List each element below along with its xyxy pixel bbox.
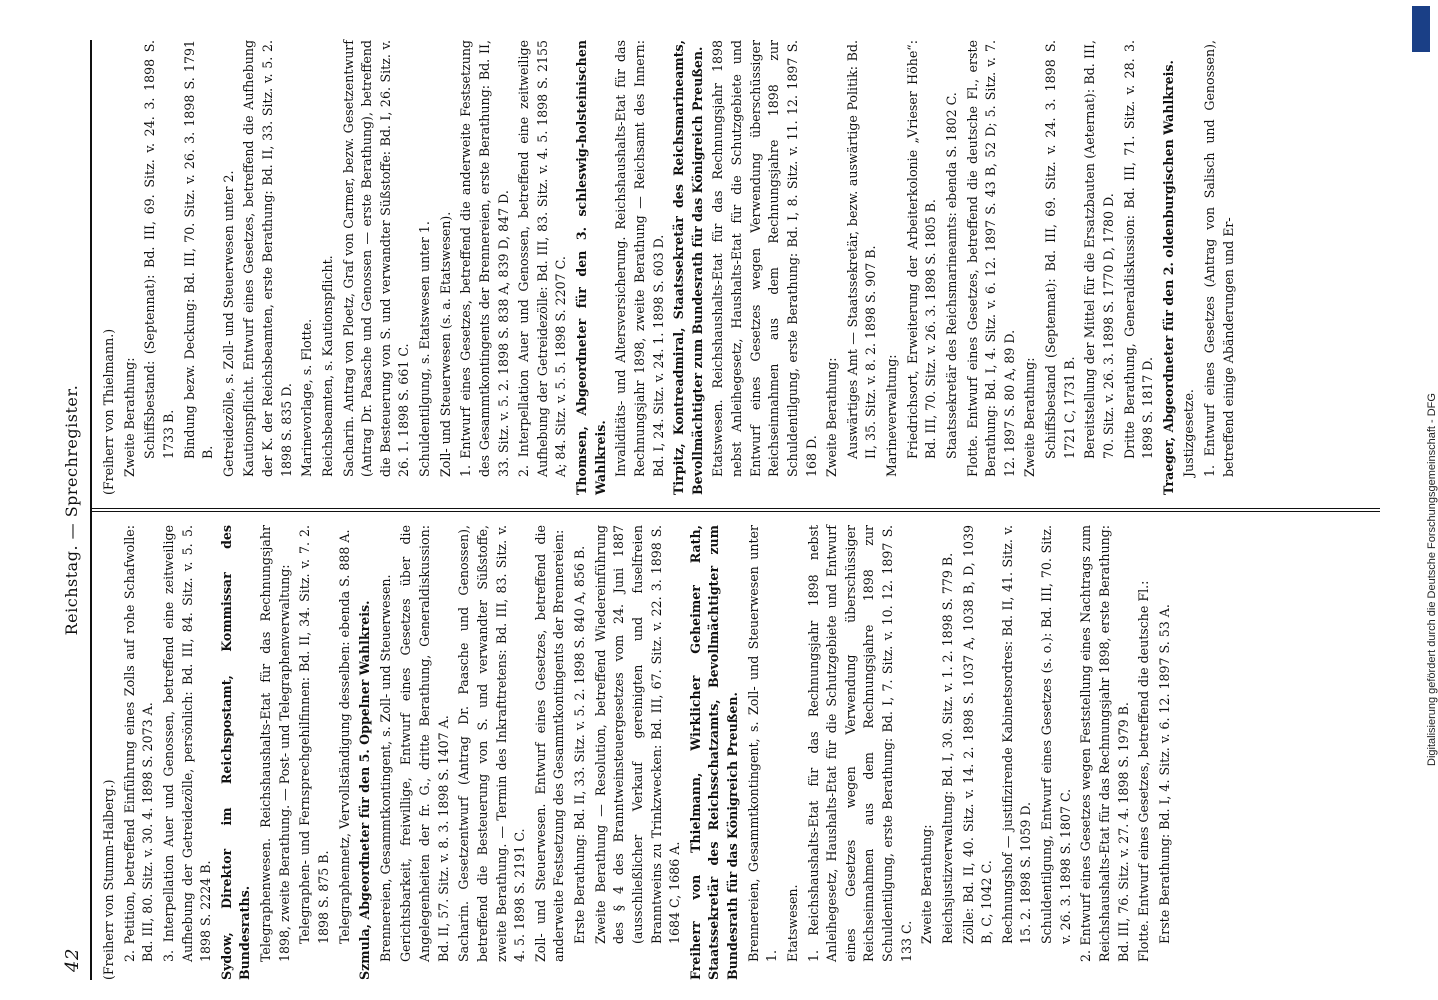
register-entry: Schiffsbestand: (Septennat): Bd. III, 69. Sitz. v. 24. 3. 1898 S. 1733 B. xyxy=(142,40,176,459)
register-entry: Dritte Berathung, Generaldiskussion: Bd. III, 71. Sitz. v. 28. 3. 1898 S. 1817 D. xyxy=(1121,40,1156,459)
register-entry: Marineverwaltung: xyxy=(884,354,899,477)
register-entry: Zweite Berathung: xyxy=(824,357,840,477)
register-entry: Kautionspflicht. Entwurf eines Gesetzes, betreffend die Aufhebung der K. der Reichsbeamten, erste Berathung: Bd. II, 33. Sitz. v. 5. 2. 1898 S. 835 D. xyxy=(241,40,294,477)
left-column xyxy=(100,525,1176,980)
register-entry: Telegraphen- und Fernsprechgehilfinnen: Bd. II, 34. Sitz. v. 7. 2. 1898 S. 875 B. xyxy=(297,525,331,944)
register-entry: Telegraphennetz, Vervollständigung desselben: ebenda S. 888 A. xyxy=(336,529,352,944)
register-entry: Auswärtiges Amt — Staatssekretär, bezw. auswärtige Politik: Bd. II, 35. Sitz. v. 8. 2. 1898 S. 907 B. xyxy=(844,40,879,459)
register-entry: Freiherr von Thielmann, Wirklicher Geheimer Rath, Staatssekretär des Reichsschatzamts, Bevollmächtigter zum Bundesrath für das Königreich Preußen. xyxy=(687,525,740,980)
register-entry: Zweite Berathung: xyxy=(919,824,935,944)
register-entry: Schuldentilgung, Entwurf eines Gesetzes (s. o.): Bd. III, 70. Sitz. v. 26. 3. 1898 S. 1807 C. xyxy=(1039,525,1073,944)
register-entry: Etatswesen. Reichshaushalts-Etat für das Rechnungsjahr 1898 nebst Anleihegesetz, Haushalts-Etat für die Schutzgebiete und Entwurf eines Gesetzes wegen Verwendung überschüssiger Reichseinnahmen aus dem Rechnungsjahre 1898 zur Schuldentilgung, erste Berathung: Bd. I, 8. Sitz. v. 11. 12. 1897 S. 168 D. xyxy=(710,40,819,477)
register-entry: Getreidezölle, s. Zoll- und Steuerwesen unter 2. xyxy=(220,170,236,477)
register-entry: Szmula, Abgeordneter für den 5. Oppelner Wahlkreis. xyxy=(357,600,373,980)
register-entry: 3. Interpellation Auer und Genossen, betreffend eine zeitweilige Aufhebung der Getreidezölle, persönlich: Bd. III, 84. Sitz. v. 5. 5. 1898 S. 2224 B. xyxy=(160,525,214,962)
register-entry: (Freiherr von Stumm-Halberg.) xyxy=(101,779,116,980)
register-entry: Justizgesetze. xyxy=(1181,389,1197,477)
register-entry: Schuldentilgung, s. Etatswesen unter 1. xyxy=(417,221,432,477)
register-entry: Sydow, Direktor im Reichspostamt, Kommissar des Bundesraths. xyxy=(218,525,253,980)
watermark-text: Digitalisierung gefördert durch die Deutsche Forschungsgemeinschaft - DFG xyxy=(1426,393,1438,766)
register-entry: Tirpitz, Kontreadmiral, Staatssekretär des Reichsmarineamts, Bevollmächtigter zum Bundesrath für das Königreich Preußen. xyxy=(671,40,705,495)
register-entry: Erste Berathung: Bd. I, 4. Sitz. v. 6. 12. 1897 S. 53 A. xyxy=(1156,604,1172,944)
register-entry: Brennereien, Gesammtkontingent, s. Zoll- und Steuerwesen unter 1. xyxy=(745,525,780,962)
dfg-watermark xyxy=(1406,6,1438,766)
register-entry: Bereitstellung der Mittel für die Ersatzbauten (Aeternat): Bd. III, 70. Sitz. v. 26. 3. 1898 S. 1770 D, 1780 D. xyxy=(1082,40,1116,459)
register-entry: Etatswesen. xyxy=(784,884,800,962)
register-entry: 2. Petition, betreffend Einführung eines Zolls auf rohe Schafwolle: Bd. III, 80. Sitz. v. 30. 4. 1898 S. 2073 A. xyxy=(121,525,156,962)
dfg-logo xyxy=(1412,6,1430,52)
column-divider xyxy=(90,508,1380,512)
register-entry: Staatssekretär des Reichsmarineamts: ebenda S. 1802 C. xyxy=(943,92,959,459)
register-entry: Traeger, Abgeordneter für den 2. oldenburgischen Wahlkreis. xyxy=(1160,60,1176,495)
register-entry: Schiffsbestand (Septennat): Bd. III, 69. Sitz. v. 24. 3. 1898 S. 1721 C, 1731 B. xyxy=(1043,40,1077,459)
register-entry: Friedrichsort, Erweiterung der Arbeiterkolonie „Vrieser Höhe“: Bd. III, 70. Sitz. v. 26. 3. 1898 S. 1805 B. xyxy=(904,40,939,459)
register-entry: Thomsen, Abgeordneter für den 3. schleswig-holsteinischen Wahlkreis. xyxy=(574,40,608,495)
register-entry: Zoll- und Steuerwesen. Entwurf eines Gesetzes, betreffend die anderweite Festsetzung des Gesammtkontingents der Brennereien: xyxy=(532,525,567,962)
register-entry: Gerichtsbarkeit, freiwillige, Entwurf eines Gesetzes über die Angelegenheiten der fr. G., dritte Berathung, Generaldiskussion: Bd. II, 57. Sitz. v. 8. 3. 1898 S. 1407 A. xyxy=(398,525,451,962)
register-entry: Bindung bezw. Deckung: Bd. III, 70. Sitz. v. 26. 3. 1898 S. 1791 B. xyxy=(181,40,216,459)
register-entry: 1. Entwurf eines Gesetzes, betreffend die anderweite Festsetzung des Gesammtkontingents der Brennereien, erste Berathung: Bd. II, 33. Sitz. v. 5. 2. 1898 S. 838 A, 839 D, 847 D. xyxy=(458,40,511,477)
register-entry: Zoll- und Steuerwesen (s. a. Etatswesen). xyxy=(437,211,453,477)
page-header xyxy=(50,40,90,980)
page-number: 42 xyxy=(62,948,83,972)
register-entry: Reichsbeamten, s. Kautionspflicht. xyxy=(319,255,335,477)
register-entry: Zölle: Bd. II, 40. Sitz. v. 14. 2. 1898 S. 1037 A, 1038 B, D, 1039 B, C, 1042 C. xyxy=(960,525,995,944)
register-entry: Erste Berathung: Bd. II, 33. Sitz. v. 5. 2. 1898 S. 840 A, 856 B. xyxy=(572,545,587,944)
register-entry: Reichsjustizverwaltung: Bd. I, 30. Sitz. v. 1. 2. 1898 S. 779 B. xyxy=(939,552,955,944)
register-entry: Zweite Berathung: xyxy=(1022,357,1038,477)
rotated-page xyxy=(50,40,1390,980)
register-entry: Flotte. Entwurf eines Gesetzes, betreffend die deutsche Fl., erste Berathung: Bd. I, 4. Sitz. v. 6. 12. 1897 S. 43 B, 52 D; 5. Sitz. v. 7. 12. 1897 S. 80 A, 89 D. xyxy=(964,40,1017,477)
register-entry: Flotte. Entwurf eines Gesetzes, betreffend die deutsche Fl.: xyxy=(1136,580,1152,962)
register-entry: Brennereien, Gesammtkontingent, s. Zoll- und Steuerwesen. xyxy=(377,574,393,962)
register-entry: Telegraphenwesen. Reichshaushalts-Etat für das Rechnungsjahr 1898, zweite Berathung. — Post- und Telegraphenverwaltung: xyxy=(258,525,292,962)
register-entry: 2. Interpellation Auer und Genossen, betreffend eine zeitweilige Aufhebung der Getreidezölle: Bd. III, 83. Sitz. v. 4. 5. 1898 S. 2155 A; 84. Sitz. v. 5. 5. 1898 S. 2207 C. xyxy=(516,40,569,477)
register-entry: Sacharin. Antrag von Ploetz, Graf von Carmer, bezw. Gesetzentwurf (Antrag Dr. Paasche und Genossen — erste Berathung), betreffend die Besteuerung von S. und verwandter Süßstoffe: Bd. I, 26. Sitz. v. 26. 1. 1898 S. 661 C. xyxy=(340,40,412,477)
register-entry: Sacharin. Gesetzentwurf (Antrag Dr. Paasche und Genossen), betreffend die Besteuerung von S. und verwandter Süßstoffe, zweite Berathung. — Termin des Inkrafttretens: Bd. III, 83. Sitz. v. 4. 5. 1898 S. 2191 C. xyxy=(456,525,528,962)
register-entry: 1. Reichshaushalts-Etat für das Rechnungsjahr 1898 nebst Anleihegesetz, Haushalts-Etat für die Schutzgebiete und Entwurf eines Gesetzes wegen Verwendung überschüssiger Reichseinnahmen aus dem Rechnungsjahre 1898 zur Schuldentilgung, erste Berathung: Bd. I, 7. Sitz. v. 10. 12. 1897 S. 133 C. xyxy=(805,525,914,962)
register-entry: 2. Entwurf eines Gesetzes wegen Feststellung eines Nachtrags zum Reichshaushalts-Etat für das Rechnungsjahr 1898, erste Berathung: Bd. III, 76. Sitz. v. 27. 4. 1898 S. 1979 B. xyxy=(1078,525,1131,962)
running-title: Reichstag. — Sprechregister. xyxy=(62,384,81,636)
register-entry: Zweite Berathung: xyxy=(121,357,137,477)
register-entry: Marinevorlage, s. Flotte. xyxy=(299,318,315,477)
right-column xyxy=(100,40,1240,495)
register-entry: Zweite Berathung — Resolution, betreffend Wiedereinführung des § 4 des Branntweinsteuergesetzes vom 24. Juni 1887 (ausschließlicher Verkauf gereinigten und fuselfreien Branntweins zu Trinkzwecken: Bd. III, 67. Sitz. v. 22. 3. 1898 S. 1684 C, 1686 A. xyxy=(592,525,683,944)
register-entry: Invaliditäts- und Altersversicherung. Reichshaushalts-Etat für das Rechnungsjahr 1898, zweite Berathung — Reichsamt des Innern: Bd. I, 24. Sitz. v. 24. 1. 1898 S. 603 D. xyxy=(613,40,666,477)
register-entry: 1. Entwurf eines Gesetzes (Antrag von Salisch und Genossen), betreffend einige Abänderungen und Er- xyxy=(1202,40,1236,477)
register-entry: (Freiherr von Thielmann.) xyxy=(101,328,116,495)
register-entry: Rechnungshof — justifizirende Kabinetsordres: Bd. II, 41. Sitz. v. 15. 2. 1898 S. 1059 D. xyxy=(999,525,1034,944)
